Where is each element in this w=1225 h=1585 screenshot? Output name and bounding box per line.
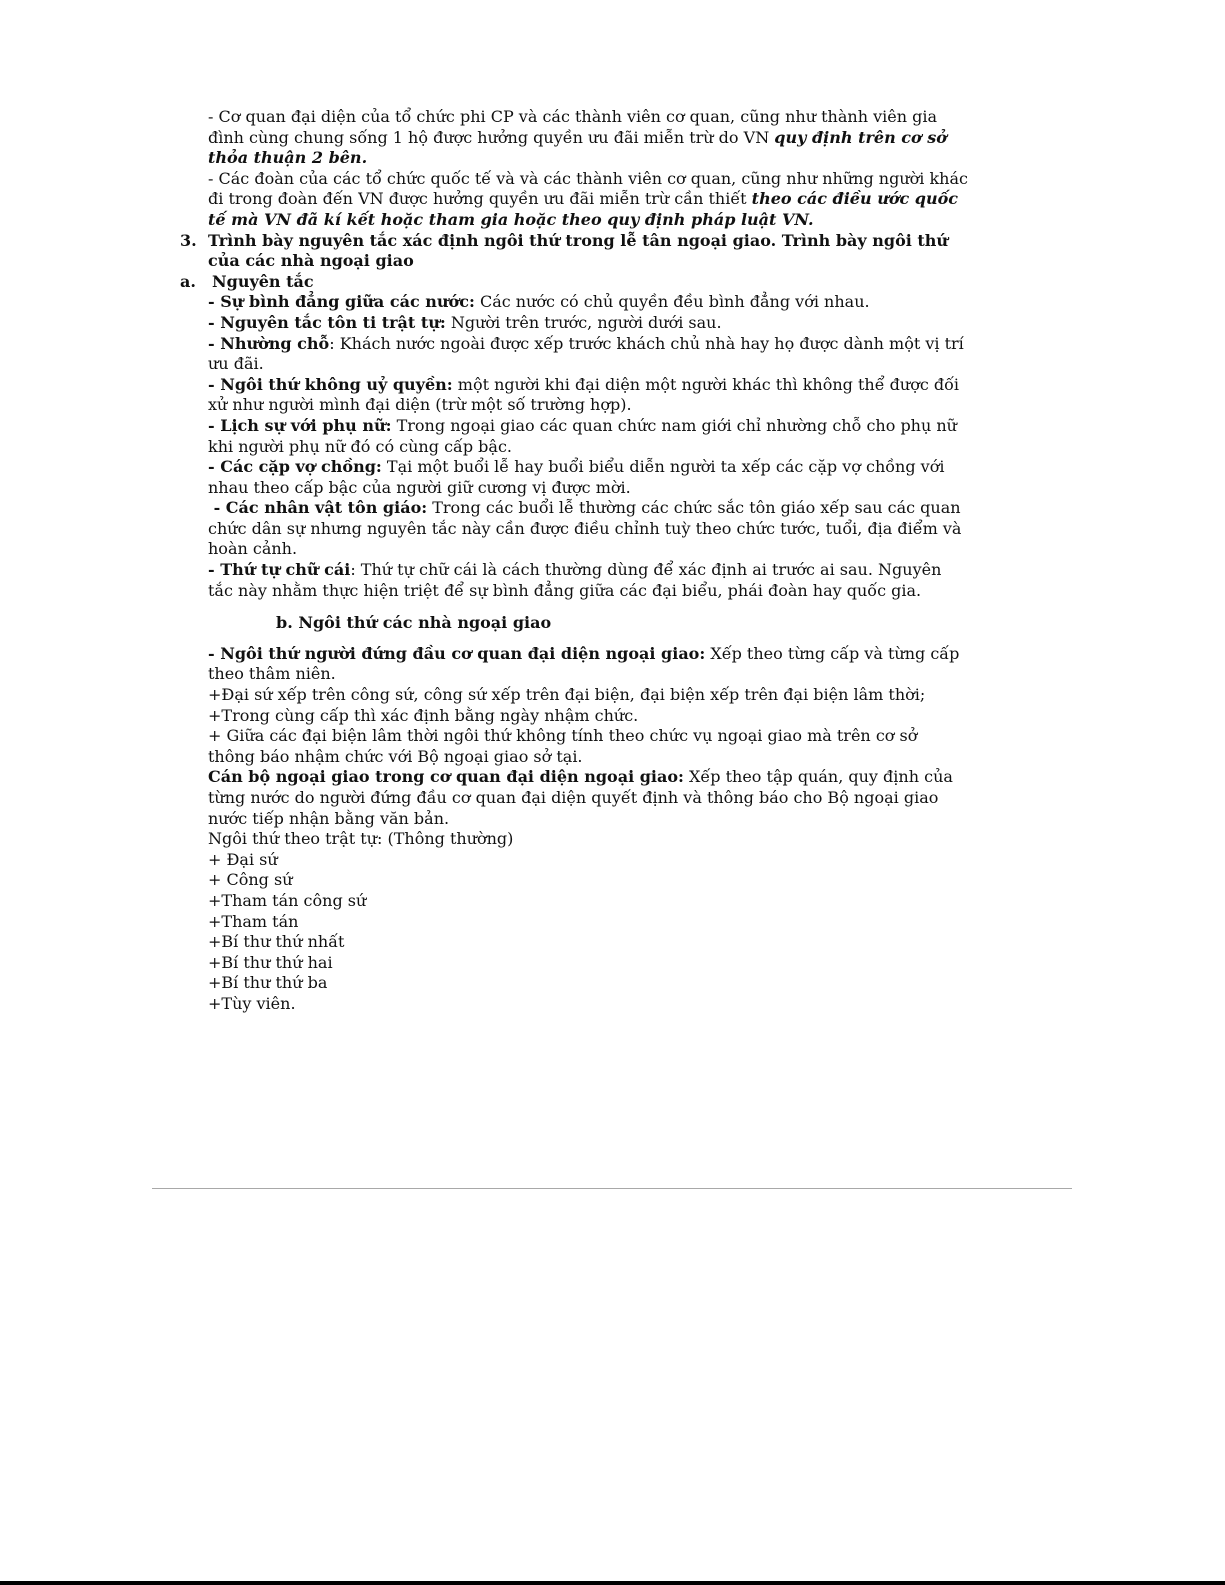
document-body	[180, 107, 968, 1015]
principle-text: : Thứ tự chữ cái là cách thường dùng để xác định ai trước ai sau. Nguyên tắc này nhằm thực hiện triệt để sự bình đẳng giữa các đại biểu, phái đoàn hay quốc gia.	[208, 560, 942, 600]
intro-2-text: - Các đoàn của các tổ chức quốc tế và và các thành viên cơ quan, cũng như những người khác đi trong đoàn đến VN được hưởng quyền ưu đãi miễn trừ cần thiết	[208, 168, 968, 209]
diplomat-staff-rule	[208, 767, 968, 829]
rank-item: + Đại sứ	[208, 849, 278, 869]
principle-term: - Thứ tự chữ cái	[208, 560, 351, 580]
subsection-a-title: Nguyên tắc	[212, 271, 314, 291]
rank-item: +Tham tán công sứ	[208, 890, 367, 910]
rank-item: +Bí thư thứ hai	[208, 952, 333, 972]
intro-1-text: - Cơ quan đại diện của tổ chức phi CP và các thành viên cơ quan, cũng như thành viên gia đình cùng chung sống 1 hộ được hưởng quyền ưu đãi miễn trừ do VN	[208, 107, 938, 147]
principle-text: một người khi đại diện một người khác thì không thể được đối xử như người mình đại diện (trừ một số trường hợp).	[208, 374, 960, 415]
principle-text: Trong các buổi lễ thường các chức sắc tôn giáo xếp sau các quan chức dân sự nhưng nguyên tắc này cần được điều chỉnh tuỳ theo chức tước, tuổi, địa điểm và hoàn cảnh.	[208, 498, 967, 559]
diplomat-rule-1: +Đại sứ xếp trên công sứ, công sứ xếp trên đại biện, đại biện xếp trên đại biện lâm thời;	[208, 685, 926, 705]
intro-2-emphasis: theo các điều ước quốc tế mà VN đã kí kết hoặc tham gia hoặc theo quy định pháp luật VN.	[208, 189, 959, 229]
principle-term: - Các cặp vợ chồng:	[208, 457, 382, 477]
intro-1-emphasis: quy định trên cơ sở thỏa thuận 2 bên.	[208, 127, 947, 168]
principle-text: Trong ngoại giao các quan chức nam giới chỉ nhường chỗ cho phụ nữ khi người phụ nữ đó có cùng cấp bậc.	[208, 415, 957, 456]
subsection-a-heading	[180, 272, 968, 293]
principle-text: Người trên trước, người dưới sau.	[445, 312, 722, 332]
diplomat-head-term: - Ngôi thứ người đứng đầu cơ quan đại diện ngoại giao:	[208, 643, 706, 663]
rank-item: +Tùy viên.	[208, 993, 296, 1013]
principle-4	[208, 375, 968, 416]
principle-8	[208, 560, 968, 601]
intro-paragraph-1	[208, 107, 968, 169]
rank-item: + Công sứ	[208, 870, 293, 890]
principle-term: - Nhường chỗ	[208, 333, 330, 353]
intro-paragraph-2	[208, 169, 968, 231]
principle-text: : Khách nước ngoài được xếp trước khách chủ nhà hay họ được dành một vị trí ưu đãi.	[208, 333, 964, 374]
principle-term: - Nguyên tắc tôn ti trật tự:	[208, 312, 446, 332]
principle-term: - Sự bình đẳng giữa các nước:	[208, 292, 475, 312]
section-3-heading	[180, 231, 968, 272]
principle-5	[208, 416, 968, 457]
rank-item: +Bí thư thứ nhất	[208, 932, 345, 952]
diplomat-rule-3: + Giữa các đại biện lâm thời ngôi thứ không tính theo chức vụ ngoại giao mà trên cơ sở thông báo nhậm chức với Bộ ngoại giao sở tại.	[208, 726, 918, 766]
diplomat-rule-2: +Trong cùng cấp thì xác định bằng ngày nhậm chức.	[208, 705, 639, 725]
rank-item: +Bí thư thứ ba	[208, 973, 328, 993]
diplomat-staff-text: Xếp theo tập quán, quy định của từng nước do người đứng đầu cơ quan đại diện quyết định và thông báo cho Bộ ngoại giao nước tiếp nhận bằng văn bản.	[208, 767, 953, 828]
principle-6	[208, 457, 968, 498]
principle-1	[208, 292, 968, 313]
diplomat-head-text: Xếp theo từng cấp và từng cấp theo thâm niên.	[208, 643, 960, 684]
section-3-marker: 3.	[180, 230, 197, 250]
principle-term: - Các nhân vật tôn giáo:	[208, 498, 428, 518]
principle-3	[208, 334, 968, 375]
section-3-title: Trình bày nguyên tắc xác định ngôi thứ trong lễ tân ngoại giao. Trình bày ngôi thứ của các nhà ngoại giao	[208, 230, 949, 271]
principle-7	[208, 498, 968, 560]
principle-term: - Lịch sự với phụ nữ:	[208, 415, 392, 435]
page-divider	[152, 1188, 1072, 1189]
diplomat-head-rule	[208, 644, 968, 685]
subsection-b-heading: b. Ngôi thứ các nhà ngoại giao	[276, 613, 552, 633]
principle-term: - Ngôi thứ không uỷ quyền:	[208, 374, 453, 394]
principle-2	[208, 313, 968, 334]
subsection-a-marker: a.	[180, 271, 196, 291]
principle-text: Các nước có chủ quyền đều bình đẳng với nhau.	[474, 292, 870, 312]
diplomat-staff-term: Cán bộ ngoại giao trong cơ quan đại diện ngoại giao:	[208, 767, 684, 787]
rank-item: +Tham tán	[208, 911, 299, 931]
rank-order-intro: Ngôi thứ theo trật tự: (Thông thường)	[208, 829, 514, 849]
page-bottom-edge	[0, 1581, 1225, 1585]
principle-text: Tại một buổi lễ hay buổi biểu diễn người ta xếp các cặp vợ chồng với nhau theo cấp bậc của người giữ cương vị được mời.	[208, 457, 945, 497]
